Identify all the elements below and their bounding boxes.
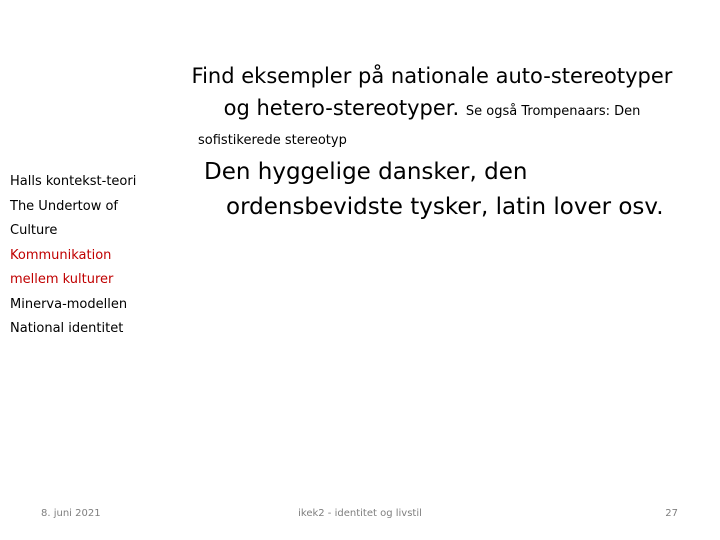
footer-center-text: ikek2 - identitet og livstil [298, 508, 422, 519]
slide-title [162, 60, 702, 152]
body-text [190, 155, 700, 225]
sidebar-item-halls: Halls kontekst-teori [10, 174, 137, 189]
sidebar-item-undertow: The Undertow of [10, 198, 119, 214]
body-line-2: ordensbevidste tysker, latin lover osv. [226, 194, 664, 220]
body-line-1: Den hyggelige dansker, den [204, 159, 528, 185]
sidebar-item-mellem-kulturer: mellem kulturer [10, 272, 114, 287]
sidebar-item-minerva: Minerva-modellen [10, 296, 128, 312]
title-line-2-note: Se også Trompenaars: Den [465, 104, 641, 119]
title-line-3-note: sofistikerede stereotyp [198, 133, 347, 148]
sidebar-item-kommunikation: Kommunikation [10, 247, 112, 263]
sidebar-item-national-identitet: National identitet [10, 321, 124, 336]
page-number: 27 [665, 508, 678, 519]
title-line-1: Find eksempler på nationale auto-stereotyper [191, 64, 673, 88]
sidebar-item-culture: Culture [10, 223, 58, 238]
title-line-2: og hetero-stereotyper. [223, 96, 460, 120]
sidebar-topics [10, 170, 170, 342]
footer-date: 8. juni 2021 [41, 508, 101, 519]
